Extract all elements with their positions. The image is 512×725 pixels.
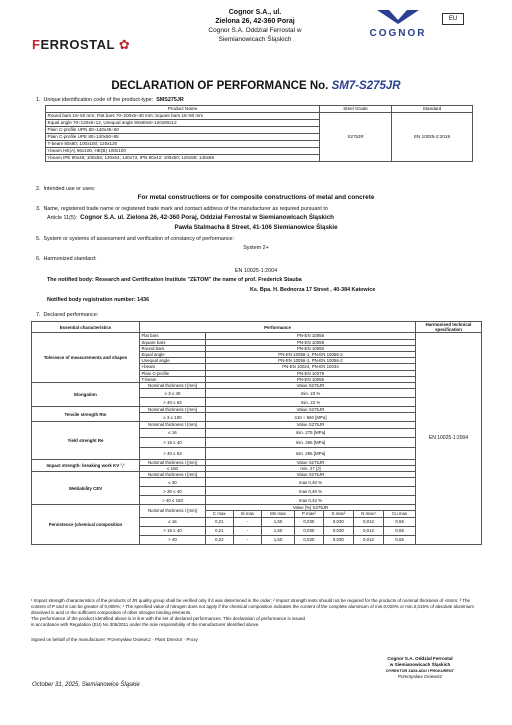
section-5: 5. System or systems of assessment and verification of constancy of performance: bbox=[36, 236, 235, 242]
section-3: 3. Name, registered trade name or registered trade mark and contact address of the manufacturer as required pursuant to bbox=[36, 206, 328, 212]
signature-stamp: Cognor S.A. Oddział Ferrostal w Siemianowicach Śląskich DYREKTOR ZAKŁADU I PROKURENT Przemysław Osiewicz bbox=[386, 656, 454, 679]
section-2: 2. Intended use or uses: bbox=[36, 186, 96, 192]
section-6: 6. Harmonized standard: bbox=[36, 256, 97, 262]
cognor-logo: COGNOR bbox=[358, 10, 438, 39]
intended-use: For metal constructions or for composite constructions of metal and concrete bbox=[137, 194, 375, 201]
footnotes: ¹ Impact strength characteristics of the products of JR quality group shall be verified only if it was determined in the order; ² Impact strength tests should not be required for the products of nominal thickness of <6mm; ³ The content of P and S can be greater of 0,005%; ⁴ The specified value of nitrogen does not apply if the chemical composition indicates the content of the complete aluminium of min.0,020% or min.0,015% of absolute aluminium dissolved in acid or the sufficient composition of other nitrogen binding elements. The performance of the product identified above is in line with the set of declared performances. This declaration of performance is issued in accordance with Regulation (EU) No 305/2011 under the sole responsibility of the manufacturer identified above. Signed on behalf of the manufacturer: Przemysław Osiewicz · Plant Director · Proxy bbox=[31, 598, 475, 642]
ferrostal-mark-icon: ✿ bbox=[118, 37, 131, 52]
product-table: Product Name Steel Grade Standard Round bars 16÷50 mm; Flat bars 70÷200x5÷40 mm; Square bars 16÷50 mm S275JR EN 10025-2:2019 Equal angle 70÷120x6÷12, Unequal angle 90x60x6÷120x80x12 Plain C-profile UPN 80÷140x45÷60 Plain C-profile UPE 80÷140x50÷65 T-beam 80x80; 100x100; 120x120 I-beam HE(A) 96x100, HE(B) 100x100 I-beam IPE 80x46; 100x55; 120x64; 140x73, IPN 80x42; 100x50; 120x58; 140x66 bbox=[45, 105, 473, 162]
ferrostal-logo: FERROSTAL ✿ bbox=[32, 37, 131, 52]
cognor-mark-icon bbox=[375, 10, 421, 24]
manufacturer-header: Cognor S.A., ul. Zielona 26, 42-360 Poraj Cognor S.A. Oddział Ferrostal w Siemianowicach Śląskich bbox=[208, 9, 302, 43]
issue-date: October 31, 2025, Siemianowice Śląskie bbox=[32, 682, 140, 688]
performance-table: Essential characteristics Performance Harmonised technical specification Tolerance of measurements and shapes Flat bars PN-EN 10058 EN 10025-1:2004 Square bars PN-EN 10059 Round bars PN-EN 10060 Equal angle PN-EN 10056-1, PN-EN 10056-2 Unequal angle PN-EN 10056-1, PN-EN 10056-2 I-beam PN-EN 10024, PN-EN 10034 Plain C-profile PN-EN 10279 T-beam PN-EN 10055 Elongation Nominal thickness t [mm] Value S275JR ≥ 3 ≤ 40 min. 23 % > 40 ≤ 63 min. 22 % Tensile strength Rm Nominal thickness t [mm] Value S275JR ≥ 3 ≤ 100 410 ÷ 560 [MPa] Yield strenght Re Nominal thickness t [mm] Value S275JR ≤ 16 min. 275 [MPa] > 16 ≤ 40 min. 265 [MPa] > 40 ≤ 63 min. 255 [MPa] Impact strength- breaking work KV ¹,³ Nominal thickness t [mm] Value S275JR ≤ 150 min. 27 [J] Weldability CEV Nominal thickness t [mm] Value S275JR ≤ 30 max 0,40 % > 30 ≤ 40 max 0,40 % > 40 ≤ 150 max 0,42 % Persistence (chemical composition Nominal thickness t [mm] Value [%] S275JR C max Si max Mn max P max² S max² N max⁴ Cu max ≤ 16 0,21 - 1,50 0,030 0,030 0,012 0,55 > 16 ≤ 40 0,21 - 1,50 0,030 0,030 0,012 0,55 > 40 0,22 - 1,50 0,030 0,030 0,012 0,55 bbox=[31, 321, 482, 545]
eu-box: EU bbox=[442, 13, 464, 25]
notified-body: The notified body: Research and Certification Institute "ZETOM" the name of prof. Frederick Stauba bbox=[47, 277, 302, 283]
section-7: 7. Declared performance: bbox=[36, 312, 99, 318]
section-1: 1. Unique identification code of the product-type: SMS275JR bbox=[36, 97, 184, 103]
page-title: DECLARATION OF PERFORMANCE No. SM7-S275JR bbox=[111, 80, 401, 92]
